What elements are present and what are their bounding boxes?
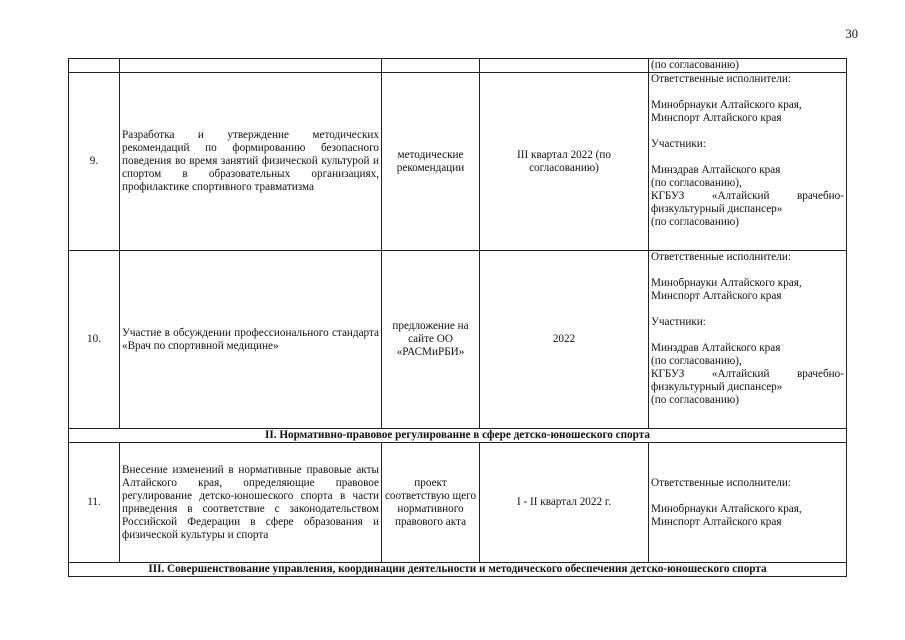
cell-form: [382, 59, 480, 73]
deadline: 2022: [480, 251, 649, 429]
measure-name: Участие в обсуждении профессионального стандарта «Врач по спортивной медицине»: [120, 251, 382, 429]
resp-line: [651, 329, 844, 342]
resp-line: Участники:: [651, 316, 706, 328]
cell-responsible: (по согласованию): [649, 59, 847, 73]
responsible-executors: [649, 251, 847, 429]
resp-line: Ответственные исполнители:: [651, 251, 791, 263]
resp-line: КГБУЗ «Алтайский врачебно-: [651, 190, 844, 202]
resp-line: физкультурный диспансер»: [651, 203, 783, 215]
resp-line: [651, 264, 844, 277]
section-header-3: [69, 563, 847, 577]
resp-line: Минспорт Алтайского края: [651, 290, 782, 302]
table-row-continuation: [69, 59, 847, 73]
row-number: 9.: [69, 73, 120, 251]
resp-line: Минздрав Алтайского края: [651, 342, 781, 354]
resp-line: Минобрнауки Алтайского края,: [651, 502, 802, 515]
responsible-executors: [649, 73, 847, 251]
resp-line: Ответственные исполнители:: [651, 476, 791, 489]
resp-line: Участники:: [651, 138, 706, 150]
table-row-11: [69, 443, 847, 563]
resp-line: [651, 303, 844, 316]
resp-line: Ответственные исполнители:: [651, 73, 791, 85]
result-form: проект соответствую щего нормативного правового акта: [382, 443, 480, 563]
resp-line: [651, 125, 844, 138]
resp-line: Минобрнауки Алтайского края,: [651, 99, 802, 111]
measure-name: Разработка и утверждение методических рекомендаций по формированию безопасного поведения во время занятий физической культурой и спортом в образовательных организациях, профилактике спортивного травматизма: [120, 73, 382, 251]
plan-table: [68, 58, 847, 577]
row-number: 10.: [69, 251, 120, 429]
table-row-9: [69, 73, 847, 251]
resp-line: (по согласованию): [651, 216, 739, 228]
resp-line: Минспорт Алтайского края: [651, 112, 782, 124]
deadline: I - II квартал 2022 г.: [480, 443, 649, 563]
result-form: предложение на сайте ОО «РАСМиРБИ»: [382, 251, 480, 429]
resp-line: (по согласованию),: [651, 177, 742, 189]
resp-line: Минспорт Алтайского края: [651, 515, 782, 528]
result-form: методические рекомендации: [382, 73, 480, 251]
resp-line: (по согласованию): [651, 394, 739, 406]
resp-line: физкультурный диспансер»: [651, 381, 783, 393]
section-header-2: [69, 429, 847, 443]
table-row-10: [69, 251, 847, 429]
resp-line: [651, 86, 844, 99]
resp-line: [651, 151, 844, 164]
section-title: III. Совершенствование управления, координации деятельности и методического обеспечения детско-юношеского спорта: [69, 563, 847, 577]
resp-line: Минздрав Алтайского края: [651, 164, 781, 176]
page-number: 30: [845, 27, 858, 41]
resp-line: (по согласованию),: [651, 355, 742, 367]
cell-term: [480, 59, 649, 73]
cell-num: [69, 59, 120, 73]
row-number: 11.: [69, 443, 120, 563]
responsible-executors: [649, 443, 847, 563]
cell-name: [120, 59, 382, 73]
deadline: III квартал 2022 (по согласованию): [480, 73, 649, 251]
measure-name: Внесение изменений в нормативные правовые акты Алтайского края, определяющие правовое регулирование детско-юношеского спорта в части приведения в соответствие с законодательством Российской Федерации в сфере образования и физической культуры и спорта: [120, 443, 382, 563]
resp-line: [651, 490, 844, 503]
section-title: II. Нормативно-правовое регулирование в сфере детско-юношеского спорта: [69, 429, 847, 443]
resp-line: КГБУЗ «Алтайский врачебно-: [651, 368, 844, 380]
resp-line: Минобрнауки Алтайского края,: [651, 277, 802, 289]
